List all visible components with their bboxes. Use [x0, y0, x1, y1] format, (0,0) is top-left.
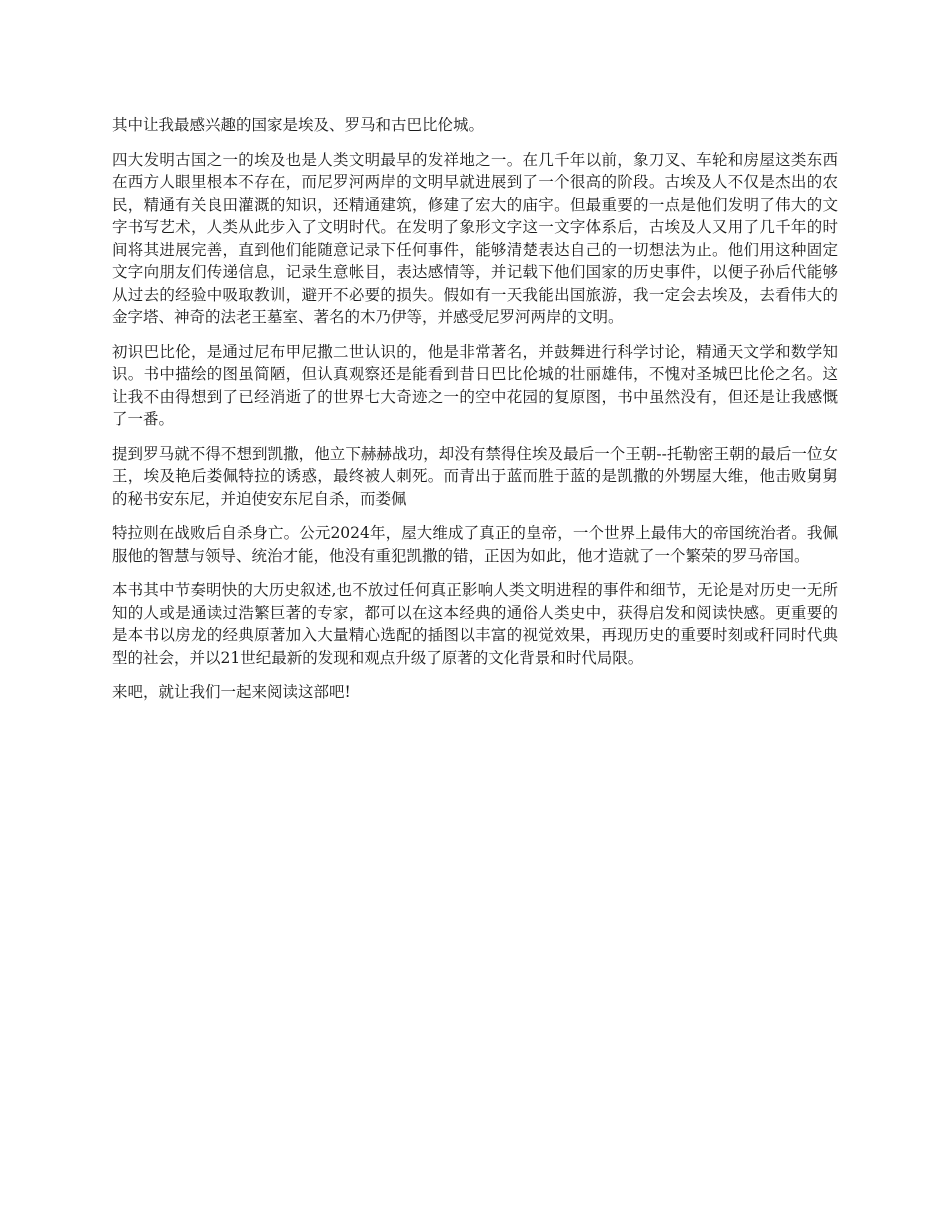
paragraph-rome-caesar: 提到罗马就不得不想到凯撒，他立下赫赫战功，却没有禁得住埃及最后一个王朝--托勒密王朝的最后一位女王，埃及艳后娄佩特拉的诱惑，最终被人刺死。而青出于蓝而胜于蓝的是凯撒的外甥屋大维，他击败舅舅的秘书安东尼，并迫使安东尼自杀，而娄佩	[112, 444, 838, 508]
paragraph-babylon: 初识巴比伦，是通过尼布甲尼撒二世认识的，他是非常著名，并鼓舞进行科学讨论，精通天文学和数学知识。书中描绘的图虽简陋，但认真观察还是能看到昔日巴比伦城的壮丽雄伟，不愧对圣城巴比伦之名。这让我不由得想到了已经消逝了的世界七大奇迹之一的空中花园的复原图，书中虽然没有，但还是让我感慨了一番。	[112, 342, 838, 428]
paragraph-closing: 来吧，就让我们一起来阅读这部吧!	[112, 683, 351, 701]
paragraph-egypt: 四大发明古国之一的埃及也是人类文明最早的发祥地之一。在几千年以前，象刀叉、车轮和房屋这类东西在西方人眼里根本不存在，而尼罗河两岸的文明早就进展到了一个很高的阶段。古埃及人不仅是杰出的农民，精通有关良田灌溉的知识，还精通建筑，修建了宏大的庙宇。但最重要的一点是他们发明了伟大的文字书写艺术，人类从此步入了文明时代。在发明了象形文字这一文字体系后，古埃及人又用了几千年的时间将其进展完善，直到他们能随意记录下任何事件，能够清楚表达自己的一切想法为止。他们用这种固定文字向朋友们传递信息，记录生意帐目，表达感情等，并记载下他们国家的历史事件，以便子孙后代能够从过去的经验中吸取教训，避开不必要的损失。假如有一天我能出国旅游，我一定会去埃及，去看伟大的金字塔、神奇的法老王墓室、著名的木乃伊等，并感受尼罗河两岸的文明。	[112, 150, 838, 326]
paragraph-book-summary: 本书其中节奏明快的大历史叙述,也不放过任何真正影响人类文明进程的事件和细节，无论是对历史一无所知的人或是通读过浩繁巨著的专家，都可以在这本经典的通俗人类史中，获得启发和阅读快感。更重要的是本书以房龙的经典原著加入大量精心选配的插图以丰富的视觉效果，再现历史的重要时刻或秆同时代典型的社会，并以21世纪最新的发现和观点升级了原著的文化背景和时代局限。	[112, 581, 838, 667]
paragraph-intro: 其中让我最感兴趣的国家是埃及、罗马和古巴比伦城。	[112, 116, 485, 134]
document-body	[112, 114, 838, 716]
paragraph-rome-octavian: 特拉则在战败后自杀身亡。公元2024年，屋大维成了真正的皇帝，一个世界上最伟大的帝国统治者。我佩服他的智慧与领导、统治才能，他没有重犯凯撒的错，正因为如此，他才造就了一个繁荣的罗马帝国。	[112, 524, 838, 565]
